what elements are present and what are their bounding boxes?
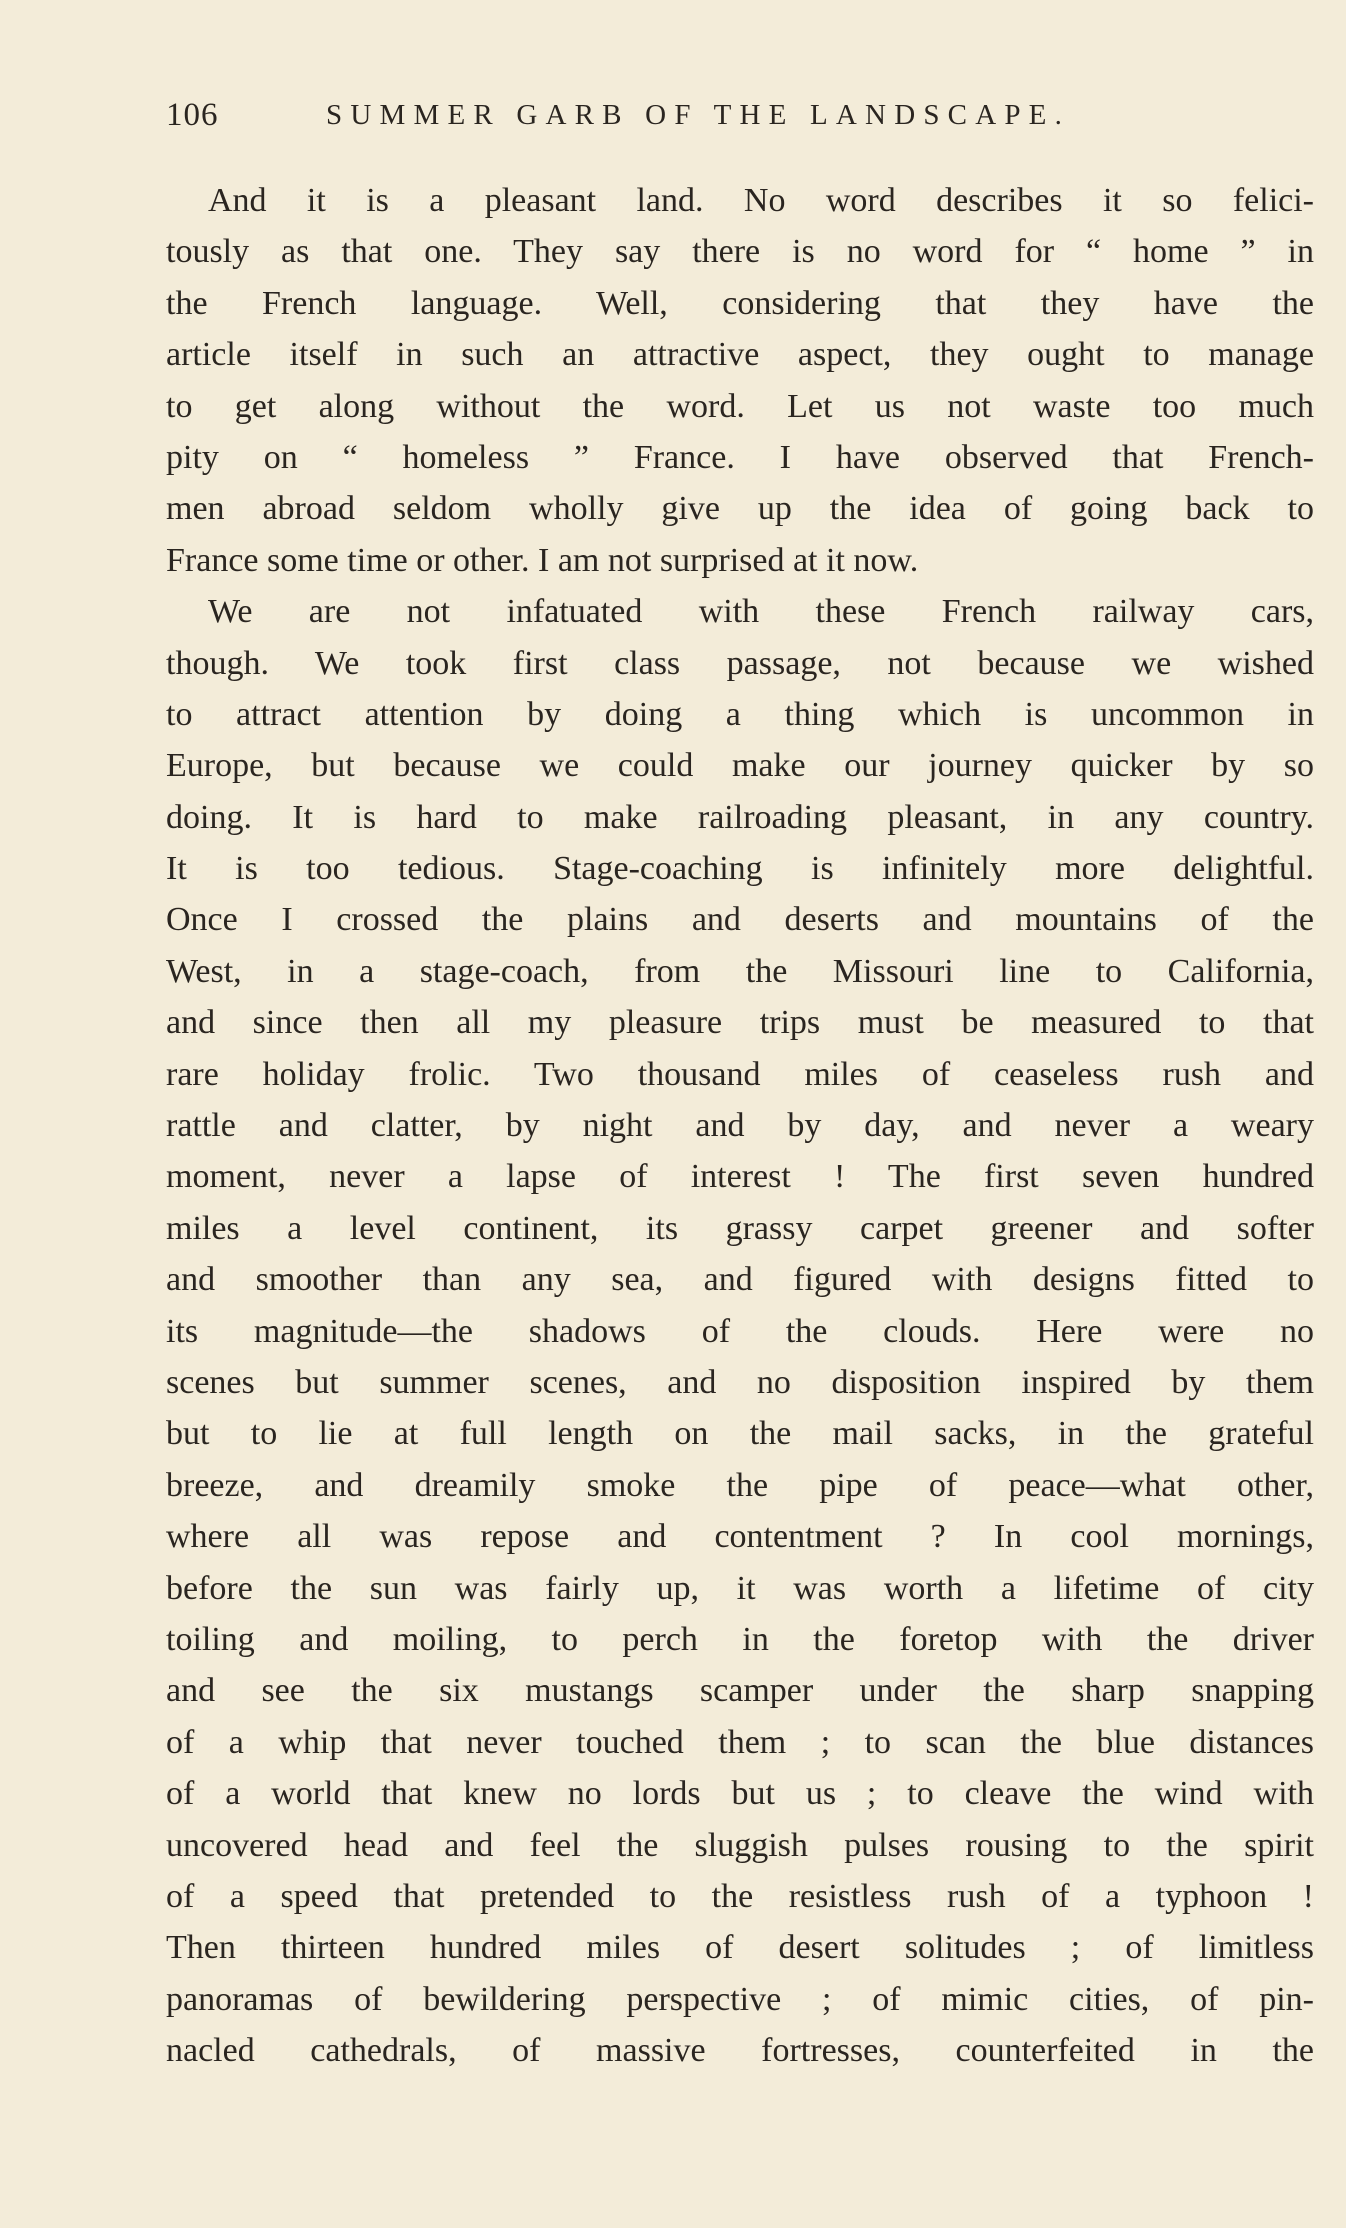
text-line: men abroad seldom wholly give up the idea of going back to <box>166 490 1314 528</box>
text-line: and smoother than any sea, and figured with designs fitted to <box>166 1261 1314 1299</box>
text-line: its magnitude—the shadows of the clouds. Here were no <box>166 1312 1314 1350</box>
text-line: uncovered head and feel the sluggish pulses rousing to the spirit <box>166 1826 1314 1864</box>
text-line: before the sun was fairly up, it was worth a lifetime of city <box>166 1569 1314 1607</box>
text-line: nacled cathedrals, of massive fortresses, counterfeited in the <box>166 2032 1314 2070</box>
text-line: to attract attention by doing a thing which is uncommon in <box>166 695 1314 733</box>
running-title: SUMMER GARB OF THE LANDSCAPE. <box>326 99 1071 131</box>
text-line: and see the six mustangs scamper under the sharp snapping <box>166 1672 1314 1710</box>
text-line: West, in a stage-coach, from the Missouri line to California, <box>166 952 1314 990</box>
text-line: the French language. Well, considering that they have the <box>166 284 1314 322</box>
page-number: 106 <box>166 97 219 133</box>
text-line: of a whip that never touched them ; to scan the blue distances <box>166 1723 1314 1761</box>
text-line: doing. It is hard to make railroading pleasant, in any country. <box>166 798 1314 836</box>
text-line: moment, never a lapse of interest ! The first seven hundred <box>166 1158 1314 1196</box>
text-line: breeze, and dreamily smoke the pipe of peace—what other, <box>166 1466 1314 1504</box>
text-line: panoramas of bewildering perspective ; of mimic cities, of pin- <box>166 1980 1314 2018</box>
text-line: and since then all my pleasure trips must be measured to that <box>166 1004 1314 1042</box>
running-head <box>166 92 1314 138</box>
text-line: to get along without the word. Let us not waste too much <box>166 387 1314 425</box>
text-line: rare holiday frolic. Two thousand miles of ceaseless rush and <box>166 1055 1314 1093</box>
text-line: scenes but summer scenes, and no disposition inspired by them <box>166 1363 1314 1401</box>
text-line: Once I crossed the plains and deserts and mountains of the <box>166 901 1314 939</box>
text-line: but to lie at full length on the mail sacks, in the grateful <box>166 1415 1314 1453</box>
text-line: France some time or other. I am not surprised at it now. <box>166 541 919 579</box>
text-line: Then thirteen hundred miles of desert solitudes ; of limitless <box>166 1929 1314 1967</box>
text-line: rattle and clatter, by night and by day, and never a weary <box>166 1107 1314 1145</box>
text-line: article itself in such an attractive aspect, they ought to manage <box>166 336 1314 374</box>
text-line: tously as that one. They say there is no word for “ home ” in <box>166 233 1314 271</box>
text-line: Europe, but because we could make our journey quicker by so <box>166 747 1314 785</box>
text-line: of a world that knew no lords but us ; to cleave the wind with <box>166 1775 1314 1813</box>
body-text <box>166 175 1314 2076</box>
text-line: toiling and moiling, to perch in the foretop with the driver <box>166 1620 1314 1658</box>
text-line: of a speed that pretended to the resistless rush of a typhoon ! <box>166 1877 1314 1915</box>
text-line: And it is a pleasant land. No word describes it so felici- <box>208 182 1314 219</box>
text-line: where all was repose and contentment ? In cool mornings, <box>166 1518 1314 1556</box>
text-line: We are not infatuated with these French railway cars, <box>208 593 1314 631</box>
text-line: though. We took first class passage, not because we wished <box>166 644 1314 682</box>
text-line: pity on “ homeless ” France. I have observed that French- <box>166 438 1314 476</box>
text-line: miles a level continent, its grassy carpet greener and softer <box>166 1209 1314 1247</box>
text-line: It is too tedious. Stage-coaching is infinitely more delightful. <box>166 850 1314 888</box>
